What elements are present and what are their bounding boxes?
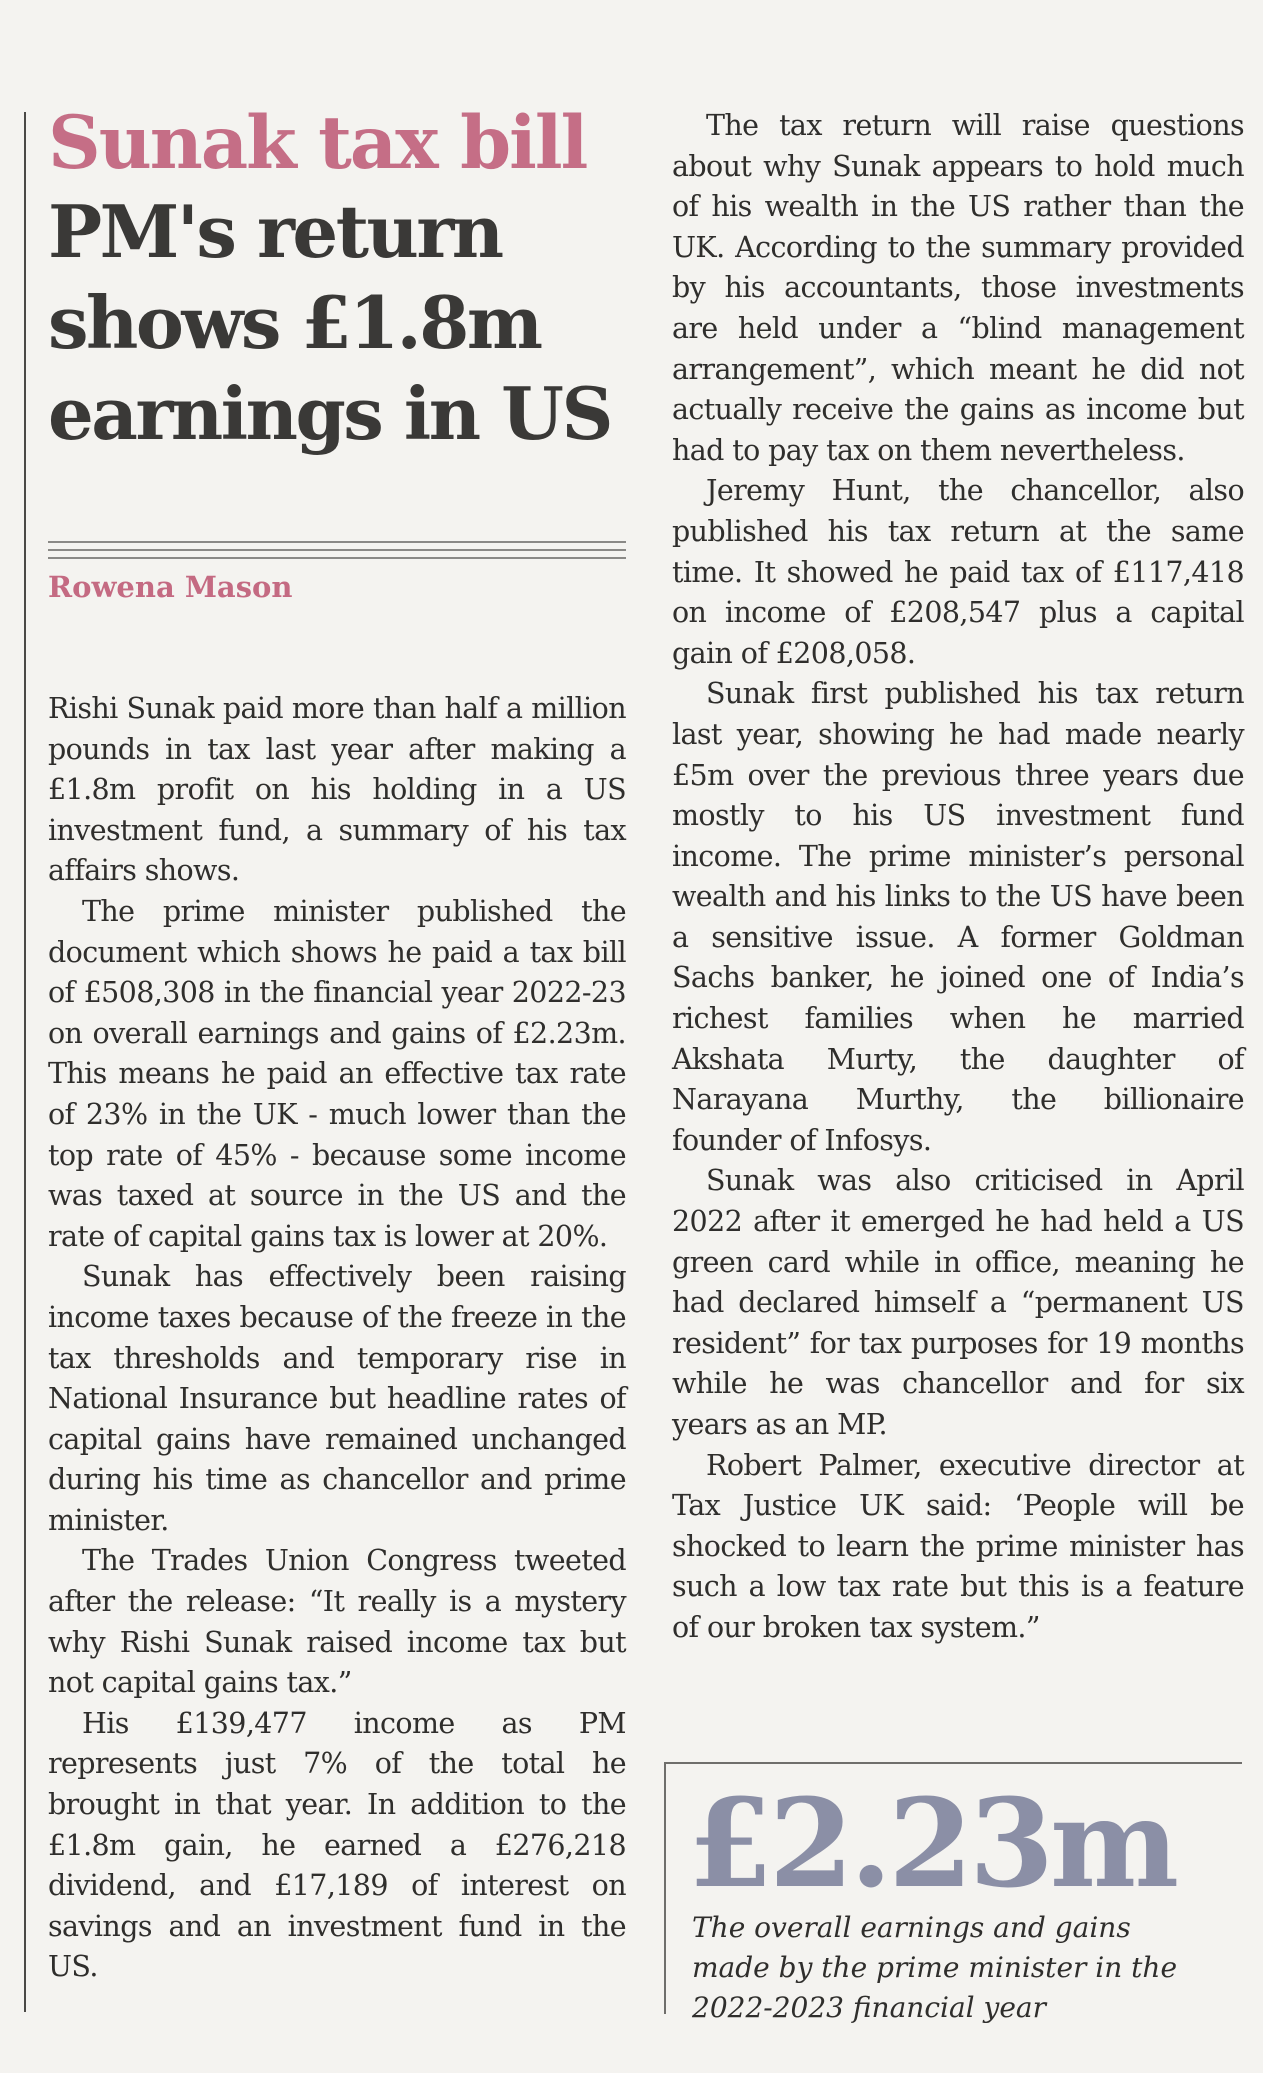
pull-quote-box [664, 1762, 1242, 2024]
headline: PM's return shows £1.8m earnings in US [48, 189, 611, 456]
paragraph: Sunak first published his tax return last year, showing he had made nearly £5m over the previous three years due mostly to his US investment fund income. The prime minister’s personal wealth and his links to the US have been a sensitive issue. A former Goldman Sachs banker, he joined one of India’s richest families when he married Akshata Murty, the daughter of Narayana Murthy, the billionaire founder of Infosys. [672, 677, 1244, 1157]
paragraph: Sunak has effectively been raising income taxes because of the freeze in the tax thresholds and temporary rise in National Insurance but headline rates of capital gains have remained unchanged during his time as chancellor and prime minister. [48, 1260, 626, 1537]
paragraph: Jeremy Hunt, the chancellor, also published his tax return at the same time. It showed he paid tax of £117,418 on income of £208,547 plus a capital gain of £208,058. [672, 474, 1244, 670]
paragraph: Rishi Sunak paid more than half a million pounds in tax last year after making a £1.8m profit on his holding in a US investment fund, a summary of his tax affairs shows. [48, 692, 626, 888]
byline: Rowena Mason [48, 570, 293, 604]
right-column [672, 106, 1244, 1649]
pull-quote-figure: £2.23m [688, 1771, 1176, 1915]
kicker: Sunak tax bill [48, 100, 587, 186]
paragraph: Robert Palmer, executive director at Tax Justice UK said: ‘People will be shocked to learn the prime minister has such a low tax rate but this is a feature of our broken tax system.” [672, 1448, 1244, 1644]
paragraph: The tax return will raise questions about why Sunak appears to hold much of his wealth in the US rather than the UK. According to the summary provided by his accountants, those investments are held under a “blind management arrangement”, which meant he did not actually receive the gains as income but had to pay tax on them nevertheless. [672, 109, 1244, 467]
paragraph: His £139,477 income as PM represents just 7% of the total he brought in that year. In addition to the £1.8m gain, he earned a £276,218 dividend, and £17,189 of interest on savings and an investment fund in the US. [48, 1706, 626, 1984]
paragraph: The Trades Union Congress tweeted after the release: “It really is a mystery why Rishi Sunak raised income tax but not capital gains tax.” [48, 1544, 626, 1700]
pull-quote-caption: The overall earnings and gains made by the prime minister in the 2022-2023 financial year [692, 1911, 1178, 2024]
headline-divider [48, 541, 626, 559]
left-column [48, 100, 626, 1988]
column-rule [24, 112, 26, 2012]
paragraph: The prime minister published the document which shows he paid a tax bill of £508,308 in the financial year 2022-23 on overall earnings and gains of £2.23m. This means he paid an effective tax rate of 23% in the UK - much lower than the top rate of 45% - because some income was taxed at source in the US and the rate of capital gains tax is lower at 20%. [48, 894, 626, 1253]
paragraph: Sunak was also criticised in April 2022 after it emerged he had held a US green card while in office, meaning he had declared himself a “permanent US resident” for tax purposes for 19 months while he was chancellor and for six years as an MP. [672, 1164, 1244, 1441]
